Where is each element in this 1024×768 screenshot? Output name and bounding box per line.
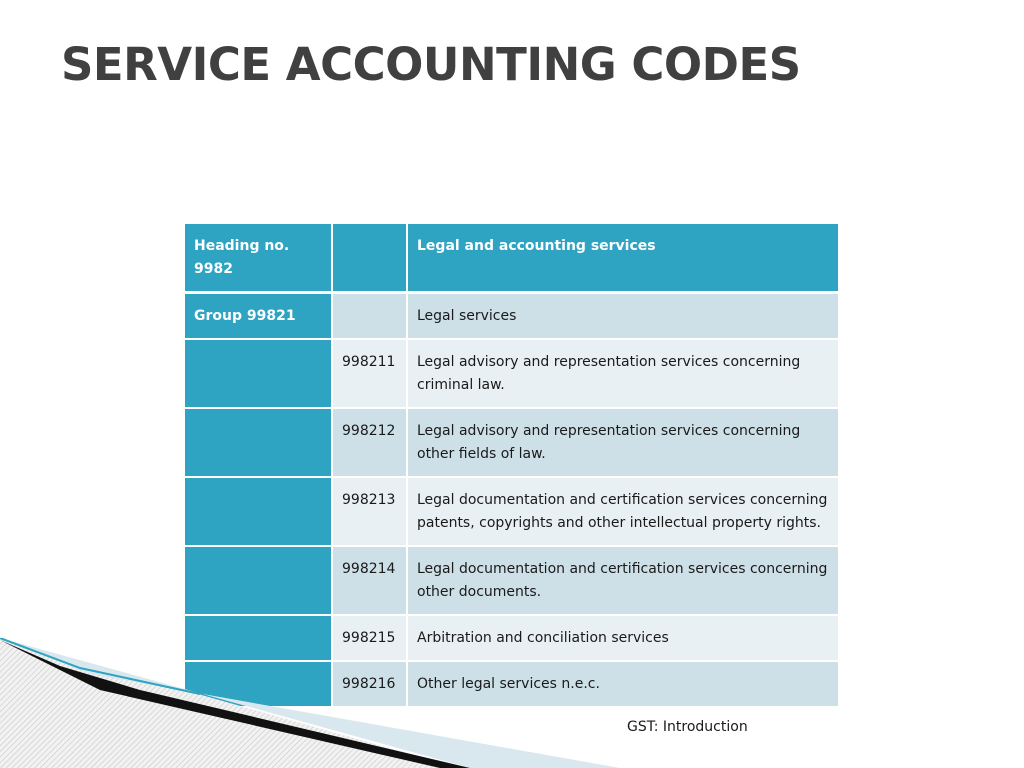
group-label-cell: Group 99821 [185, 293, 332, 340]
table-row [185, 339, 838, 408]
description-cell: Other legal services n.e.c. [407, 661, 838, 707]
decorative-swoosh [0, 638, 620, 768]
group-code-cell [332, 293, 407, 340]
code-cell: 998212 [332, 408, 407, 477]
header-code-cell [332, 224, 407, 293]
description-cell: Legal advisory and representation services concerning other fields of law. [407, 408, 838, 477]
row-blank-cell [185, 408, 332, 477]
description-cell: Legal documentation and certification services concerning other documents. [407, 546, 838, 615]
heading-number-cell: Heading no. 9982 [185, 224, 332, 293]
service-codes-table [185, 224, 838, 708]
header-description-cell: Legal and accounting services [407, 224, 838, 293]
table-row [185, 546, 838, 615]
description-cell: Legal documentation and certification services concerning patents, copyrights and other intellectual property rights. [407, 477, 838, 546]
footer-text: GST: Introduction [627, 719, 748, 735]
table-row [185, 477, 838, 546]
table-header-row [185, 224, 838, 293]
description-cell: Legal advisory and representation services concerning criminal law. [407, 339, 838, 408]
group-description-cell: Legal services [407, 293, 838, 340]
code-cell: 998214 [332, 546, 407, 615]
row-blank-cell [185, 546, 332, 615]
code-cell: 998216 [332, 661, 407, 707]
description-cell: Arbitration and conciliation services [407, 615, 838, 661]
group-row [185, 293, 838, 340]
row-blank-cell [185, 477, 332, 546]
slide-title: SERVICE ACCOUNTING CODES [61, 38, 801, 91]
code-cell: 998215 [332, 615, 407, 661]
code-cell: 998213 [332, 477, 407, 546]
table-row [185, 408, 838, 477]
code-cell: 998211 [332, 339, 407, 408]
row-blank-cell [185, 339, 332, 408]
